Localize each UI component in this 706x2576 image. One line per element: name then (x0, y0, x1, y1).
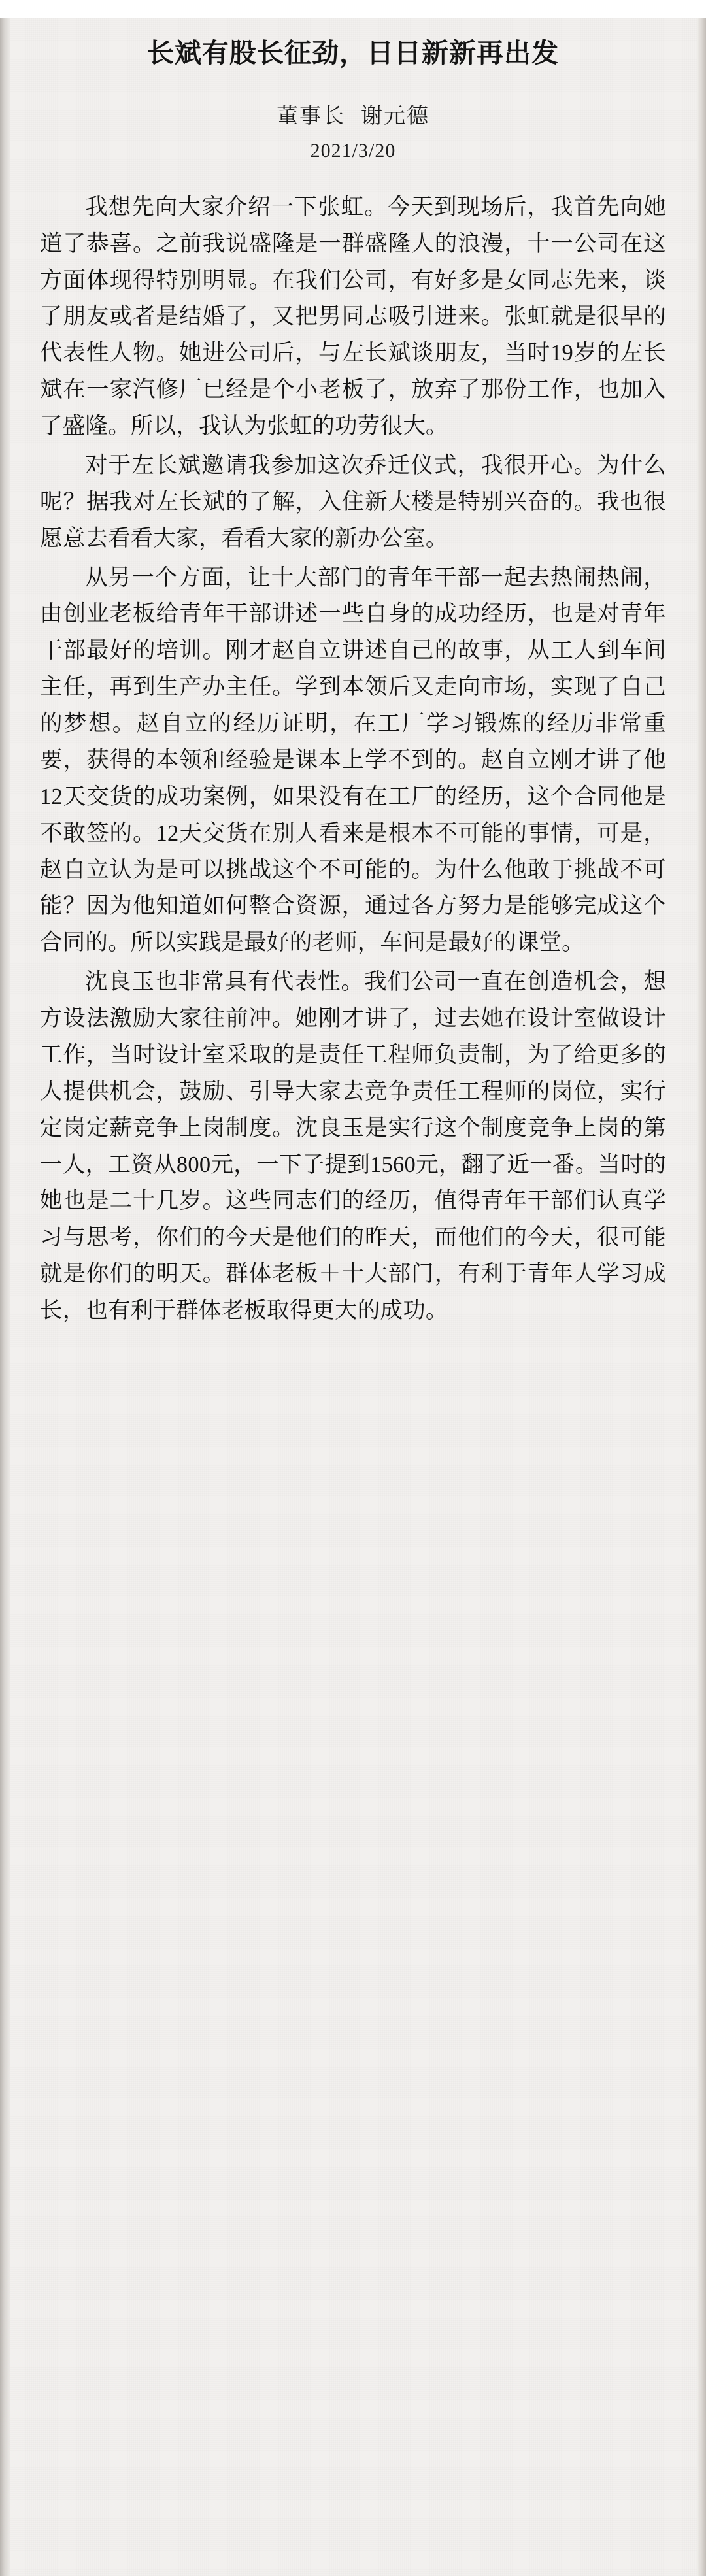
document-body (40, 190, 666, 1330)
paragraph: 对于左长斌邀请我参加这次乔迁仪式，我很开心。为什么呢？据我对左长斌的了解，入住新大楼是特别兴奋的。我也很愿意去看看大家，看看大家的新办公室。 (40, 452, 666, 551)
author-name: 谢元德 (361, 104, 429, 128)
document-content (23, 18, 683, 1330)
paragraph: 我想先向大家介绍一下张虹。今天到现场后，我首先向她道了恭喜。之前我说盛隆是一群盛隆人的浪漫，十一公司在这方面体现得特别明显。在我们公司，有好多是女同志先来，谈了朋友或者是结婚了，又把男同志吸引进来。张虹就是很早的代表性人物。她进公司后，与左长斌谈朋友，当时19岁的左长斌在一家汽修厂已经是个小老板了，放弃了那份工作，也加入了盛隆。所以，我认为张虹的功劳很大。 (40, 194, 666, 439)
page-right-edge-shadow (697, 18, 706, 2576)
title-body-spacer (40, 162, 666, 184)
byline (40, 99, 666, 129)
document-page (0, 18, 706, 2576)
page-title: 长斌有股长征劲，日日新新再出发 (147, 38, 559, 69)
document-date: 2021/3/20 (310, 139, 396, 161)
page-left-edge-shadow (0, 18, 10, 2576)
author-role: 董事长 (277, 104, 345, 128)
paragraph: 沈良玉也非常具有代表性。我们公司一直在创造机会，想方设法激励大家往前冲。她刚才讲了，过去她在设计室做设计工作，当时设计室采取的是责任工程师负责制，为了给更多的人提供机会，鼓励、引导大家去竞争责任工程师的岗位，实行定岗定薪竞争上岗制度。沈良玉是实行这个制度竞争上岗的第一人，工资从800元，一下子提到1560元，翻了近一番。当时的她也是二十几岁。这些同志们的经历，值得青年干部们认真学习与思考，你们的今天是他们的昨天，而他们的今天，很可能就是你们的明天。群体老板＋十大部门，有利于青年人学习成长，也有利于群体老板取得更大的成功。 (40, 969, 666, 1324)
paragraph: 从另一个方面，让十大部门的青年干部一起去热闹热闹，由创业老板给青年干部讲述一些自身的成功经历，也是对青年干部最好的培训。刚才赵自立讲述自己的故事，从工人到车间主任，再到生产办主任。学到本领后又走向市场，实现了自己的梦想。赵自立的经历证明，在工厂学习锻炼的经历非常重要，获得的本领和经验是课本上学不到的。赵自立刚才讲了他12天交货的成功案例，如果没有在工厂的经历，这个合同他是不敢签的。12天交货在别人看来是根本不可能的事情，可是，赵自立认为是可以挑战这个不可能的。为什么他敢于挑战不可能？因为他知道如何整合资源，通过各方努力是能够完成这个合同的。所以实践是最好的老师，车间是最好的课堂。 (40, 565, 666, 956)
